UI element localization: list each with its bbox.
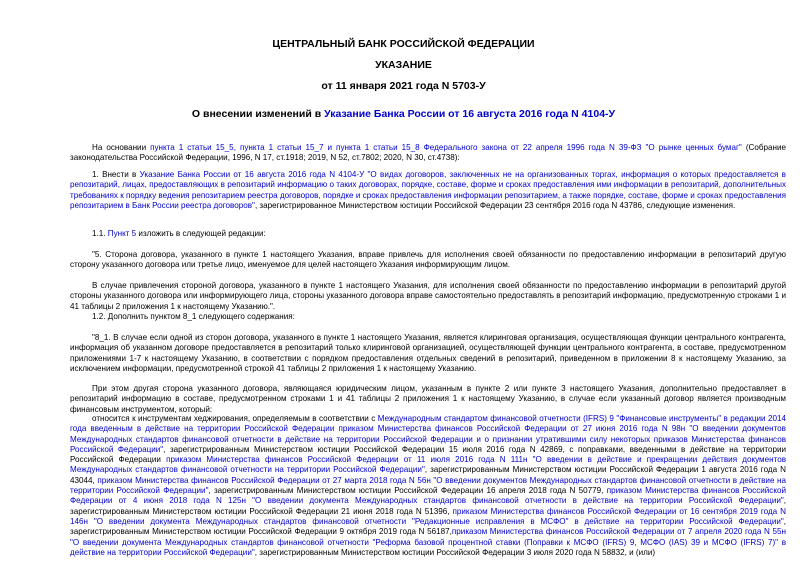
other-party-paragraph: При этом другая сторона указанного договора, являющаяся юридическим лицом, указанным в пункте 2 или пункте 3 настоящего Указания, дополнительно предоставляет в репозитарий информацию в составе, предусмотренном строками 1 и 41 таблицы 2 приложения 1 к настоящему Указанию, в случае если указанный договор является производным финансовым инструментом, который: [70, 384, 786, 414]
order-111n-link[interactable]: приказом Министерства финансов Российской Федерации от 11 июля 2016 года N 111н "О введении в действие и прекращении действия документов Международных стандартов финансовой отчетности на территории Российской Федерации" [70, 455, 787, 475]
ifrs-text-4: , зарегистрированным Министерством юстиции Российской Федерации 16 апреля 2018 года N 50779, [208, 486, 607, 496]
item-1-1-number: 1.1. [92, 229, 108, 238]
item-1-text-tail: , зарегистрированное Министерством юстиции Российской Федерации 23 сентября 2016 года N 43786, следующие изменения. [254, 200, 736, 210]
ifrs-text-7: , зарегистрированным Министерством юстиции Российской Федерации 3 июля 2020 года N 58832, и (или) [254, 547, 656, 557]
preamble-text-tail: (Собрание законодательства Российской Федерации, 1996, N 17, ст.1918; 2019, N 52, ст.7802; 2020, N 30, ст.4738): [70, 143, 786, 163]
item-1-1-paragraph [70, 229, 786, 239]
ifrs-paragraph [70, 414, 786, 558]
clause-5-second-paragraph: В случае привлечения стороной договора, указанного в пункте 1 настоящего Указания, для исполнения своей обязанности по предоставлению информации в репозитарий другой стороны указанного договора или информирующего лица, стороны указанного договора вправе самостоятельно предоставлять в репозитарий информацию, предусмотренную строками 1 и 41 таблицы 2 приложения 1 к настоящему Указанию.". [70, 281, 786, 311]
clause-5-link[interactable]: Пункт 5 [107, 229, 137, 238]
clause-5-paragraph: "5. Сторона договора, указанного в пункте 1 настоящего Указания, вправе привлечь для исполнения своей обязанности по предоставлению информации в репозитарий другую сторону указанного договора или третье лицо, именуемое для целей настоящего Указания информирующим лицом. [70, 250, 786, 270]
doc-type-heading: УКАЗАНИЕ [375, 59, 432, 71]
date-number-heading: от 11 января 2021 года N 5703-У [321, 80, 486, 92]
subject-heading [0, 108, 807, 120]
order-146n-link[interactable]: приказом Министерства финансов Российской Федерации от 16 сентября 2019 года N 146н "О введении документа Международных стандартов финансовой отчетности "Редакционные исправления в МСФО" в действие на территории Российской Федерации" [70, 506, 787, 526]
ifrs-text-6: , зарегистрированным Министерством юстиции Российской Федерации 9 октября 2019 года N 56187, [70, 516, 786, 537]
order-55n-link[interactable]: приказом Министерства финансов Российской Федерации от 7 апреля 2020 года N 55н "О введении документа Международных стандартов финансовой отчетности "Реформа базовой процентной ставки (Поправки к МСФО (IFRS) 9, МСФО (IAS) 39 и МСФО (IFRS) 7)" в действие на территории Российской Федерации" [70, 527, 787, 557]
amended-act-link[interactable]: Указание Банка России от 16 августа 2016 года N 4104-У [324, 108, 616, 120]
order-125n-link[interactable]: приказом Министерства финансов Российской Федерации от 4 июня 2018 года N 125н "О введении документа Международных стандартов финансовой отчетности в действие на территории Российской Федерации" [70, 486, 787, 506]
order-98n-link[interactable]: приказом Министерства финансов Российской Федерации от 27 июня 2016 года N 98н "О введении документов Международных стандартов финансовой отчетности в действие на территории Российской Федерации и о признании утратившими силу некоторых приказов Министерства финансов Российской Федерации" [70, 424, 786, 454]
clause-8-1-paragraph: "8_1. В случае если одной из сторон договора, указанного в пункте 1 настоящего Указания, является клиринговая организация, осуществляющая функции центрального контрагента, информация об указанном договоре предоставляется в репозитарий только клиринговой организацией, осуществляющей функции центрального контрагента, в составе, предусмотренном приложениями 1-7 к настоящему Указанию, в соответствии с порядком предоставления отдельных сведений в репозитарий, приведенном в приложении 8 к настоящему Указанию, за исключением информации, предусмотренной строкой 41 таблицы 2 приложения 1 к настоящему Указанию. [70, 333, 786, 373]
issuer-heading: ЦЕНТРАЛЬНЫЙ БАНК РОССИЙСКОЙ ФЕДЕРАЦИИ [272, 38, 535, 50]
order-56n-link[interactable]: приказом Министерства финансов Российской Федерации от 27 марта 2018 года N 56н "О введении документов Международных стандартов финансовой отчетности в действие на территории Российской Федерации" [70, 475, 786, 496]
federal-law-link[interactable]: пункта 1 статьи 15_5, пункта 1 статьи 15_7 и пункта 1 статьи 15_8 Федерального закона от 22 апреля 1996 года N 39-ФЗ "О рынке ценных бумаг" [150, 143, 742, 152]
item-1-paragraph [70, 170, 786, 211]
item-1-2-paragraph: 1.2. Дополнить пунктом 8_1 следующего содержания: [92, 312, 295, 321]
preamble-paragraph [70, 143, 786, 164]
ifrs-9-link[interactable]: Международным стандартом финансовой отчетности (IFRS) 9 "Финансовые инструменты" в редакции 2014 года введенным в действие на территории Российской Федерации [70, 414, 786, 434]
ifrs-text-2: , зарегистрированным Министерством юстиции Российской Федерации 15 июля 2016 года N 42869, с поправками, введенными в действие на территории Российской Федерации [70, 444, 787, 465]
ifrs-text-5: , зарегистрированным Министерством юстиции Российской Федерации 21 июня 2018 года N 51396, [70, 496, 786, 516]
decree-4104-link[interactable]: Указание Банка России от 16 августа 2016 года N 4104-У "О видах договоров, заключенных не на организованных торгах, информация о которых предоставляется в репозитарий, лицах, предоставляющих в репозитарий информацию о таких договорах, порядке, составе, форме и сроках предоставления ими информации в репозитарий, дополнительных требованиях к порядку ведения репозитарием реестра договоров, порядке и сроках предоставления информации репозитарием, а также порядке, составе, форме и сроках предоставления репозитарием в Банк России реестра договоров" [70, 170, 786, 210]
item-1-1-text: изложить в следующей редакции: [136, 229, 266, 238]
item-1-text: 1. Внести в [92, 170, 140, 179]
preamble-text: На основании [92, 143, 151, 152]
ifrs-text-3: , зарегистрированным Министерством юстиции Российской Федерации 1 августа 2016 года N 43044, [70, 465, 786, 485]
ifrs-text-1: относится к инструментам хеджирования, определяемым в соответствии с [92, 414, 378, 423]
subject-prefix: О внесении изменений в [191, 108, 325, 120]
